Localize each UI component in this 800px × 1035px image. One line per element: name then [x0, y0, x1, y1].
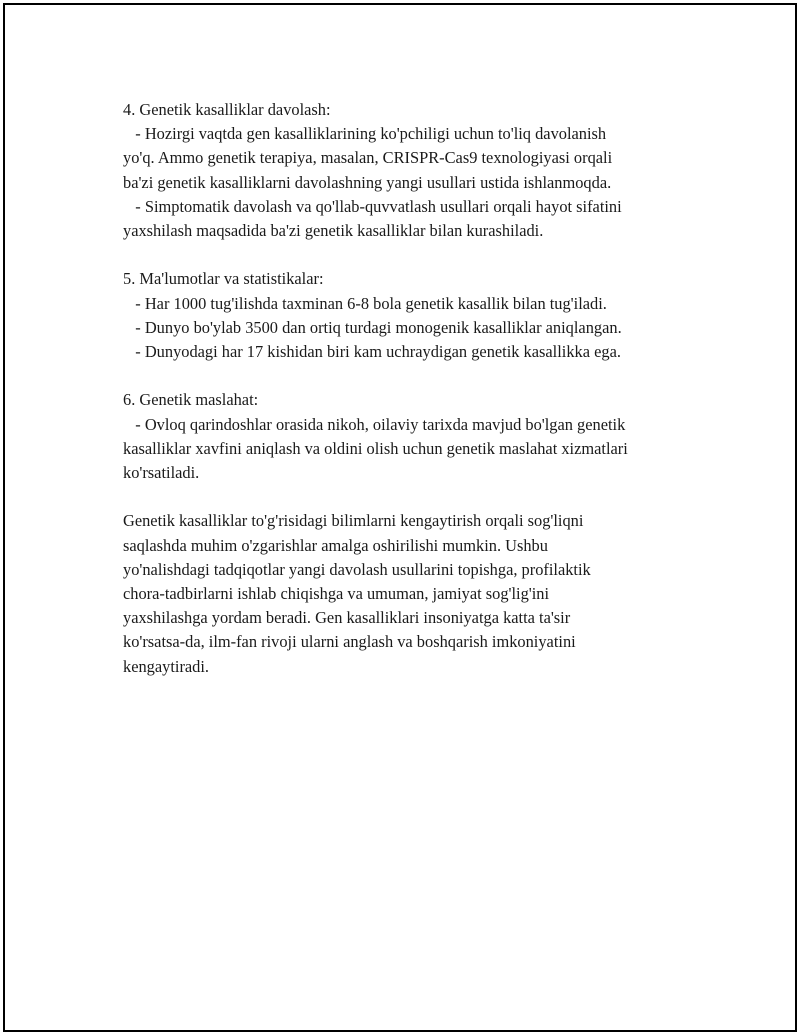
list-item: - Har 1000 tug'ilishda taxminan 6-8 bola genetik kasallik bilan tug'iladi. — [123, 293, 607, 313]
paragraph-line: - Simptomatik davolash va qo'llab-quvvatlash usullari orqali hayot sifatini — [123, 196, 622, 216]
paragraph-line: kasalliklar xavfini aniqlash va oldini olish uchun genetik maslahat xizmatlari — [123, 438, 628, 458]
paragraph-line: - Ovloq qarindoshlar orasida nikoh, oilaviy tarixda mavjud bo'lgan genetik — [123, 414, 626, 434]
paragraph-line: Genetik kasalliklar to'g'risidagi bilimlarni kengaytirish orqali sog'liqni — [123, 511, 584, 531]
paragraph-line: ba'zi genetik kasalliklarni davolashning yangi usullari ustida ishlanmoqda. — [123, 172, 612, 192]
paragraph-line: ko'rsatsa-da, ilm-fan rivoji ularni anglash va boshqarish imkoniyatini — [123, 632, 576, 652]
paragraph-line: - Hozirgi vaqtda gen kasalliklarining ko'pchiligi uchun to'liq davolanish — [123, 124, 607, 144]
section-treatment — [123, 98, 713, 243]
section-heading: 4. Genetik kasalliklar davolash: — [123, 100, 331, 119]
section-heading: 5. Ma'lumotlar va statistikalar: — [123, 269, 324, 289]
paragraph-line: yaxshilash maqsadida ba'zi genetik kasalliklar bilan kurashiladi. — [123, 221, 544, 241]
paragraph-line: yo'nalishdagi tadqiqotlar yangi davolash usullarini topishga, profilaktik — [123, 559, 591, 579]
list-item: - Dunyo bo'ylab 3500 dan ortiq turdagi monogenik kasalliklar aniqlangan. — [123, 317, 622, 337]
document-body — [123, 98, 713, 679]
paragraph-line: ko'rsatiladi. — [123, 463, 200, 483]
section-statistics — [123, 267, 713, 364]
paragraph-line: yaxshilashga yordam beradi. Gen kasalliklari insoniyatga katta ta'sir — [123, 608, 571, 628]
section-counseling — [123, 388, 713, 485]
paragraph-line: yo'q. Ammo genetik terapiya, masalan, CRISPR-Cas9 texnologiyasi orqali — [123, 148, 613, 168]
page-frame — [3, 3, 797, 1032]
section-conclusion — [123, 509, 713, 678]
list-item: - Dunyodagi har 17 kishidan biri kam uchraydigan genetik kasallikka ega. — [123, 342, 621, 362]
paragraph-line: kengaytiradi. — [123, 656, 210, 676]
paragraph-spacer — [123, 364, 713, 388]
section-heading: 6. Genetik maslahat: — [123, 390, 259, 410]
paragraph-spacer — [123, 485, 713, 509]
paragraph-spacer — [123, 243, 713, 267]
paragraph-line: chora-tadbirlarni ishlab chiqishga va umuman, jamiyat sog'lig'ini — [123, 584, 550, 604]
paragraph-line: saqlashda muhim o'zgarishlar amalga oshirilishi mumkin. Ushbu — [123, 535, 548, 555]
